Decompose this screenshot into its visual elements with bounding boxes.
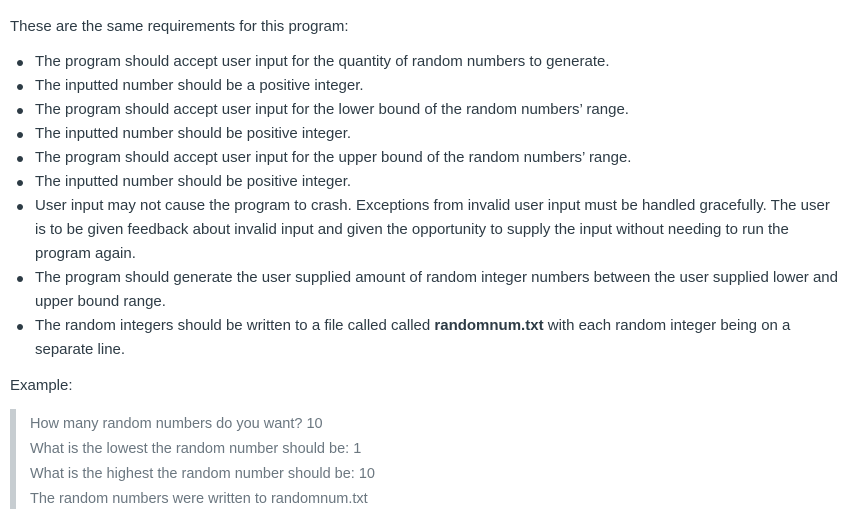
list-item (0, 170, 847, 194)
list-item (0, 74, 847, 98)
example-heading: Example: (10, 377, 73, 394)
requirement-text: The inputted number should be positive integer. (35, 125, 352, 142)
filename-bold: randomnum.txt (434, 317, 544, 334)
bullet-icon (17, 204, 23, 210)
requirements-list (0, 50, 847, 362)
example-blockquote (10, 409, 610, 509)
bullet-icon (17, 60, 23, 66)
requirement-text: The inputted number should be a positive integer. (35, 77, 364, 94)
requirement-text: The program should generate the user supplied amount of random integer numbers between the user supplied lower and upper bound range. (35, 269, 838, 310)
list-item (0, 266, 847, 314)
requirement-text: The program should accept user input for the upper bound of the random numbers’ range. (35, 149, 632, 166)
bullet-icon (17, 156, 23, 162)
bullet-icon (17, 108, 23, 114)
bullet-icon (17, 84, 23, 90)
requirement-text: with each random integer being on a separate line. (35, 317, 791, 358)
list-item (0, 314, 847, 362)
list-item (0, 98, 847, 122)
requirement-text: The random integers should be written to a file called called (35, 317, 435, 334)
requirement-text: The inputted number should be positive integer. (35, 173, 352, 190)
requirement-text: User input may not cause the program to crash. Exceptions from invalid user input must be handled gracefully. The user is to be given feedback about invalid input and given the opportunity to supply the input without needing to run the program again. (35, 197, 830, 262)
bullet-icon (17, 324, 23, 330)
example-line: What is the highest the random number should be: 10 (30, 466, 375, 482)
example-line: How many random numbers do you want? 10 (30, 416, 323, 432)
example-line: The random numbers were written to randomnum.txt (30, 491, 368, 507)
list-item (0, 122, 847, 146)
example-line: What is the lowest the random number should be: 1 (30, 441, 362, 457)
intro-text: These are the same requirements for this program: (10, 18, 349, 35)
list-item (0, 50, 847, 74)
bullet-icon (17, 132, 23, 138)
list-item (0, 146, 847, 170)
bullet-icon (17, 180, 23, 186)
requirement-text: The program should accept user input for the lower bound of the random numbers’ range. (35, 101, 629, 118)
requirement-text: The program should accept user input for the quantity of random numbers to generate. (35, 53, 610, 70)
bullet-icon (17, 276, 23, 282)
list-item (0, 194, 847, 266)
